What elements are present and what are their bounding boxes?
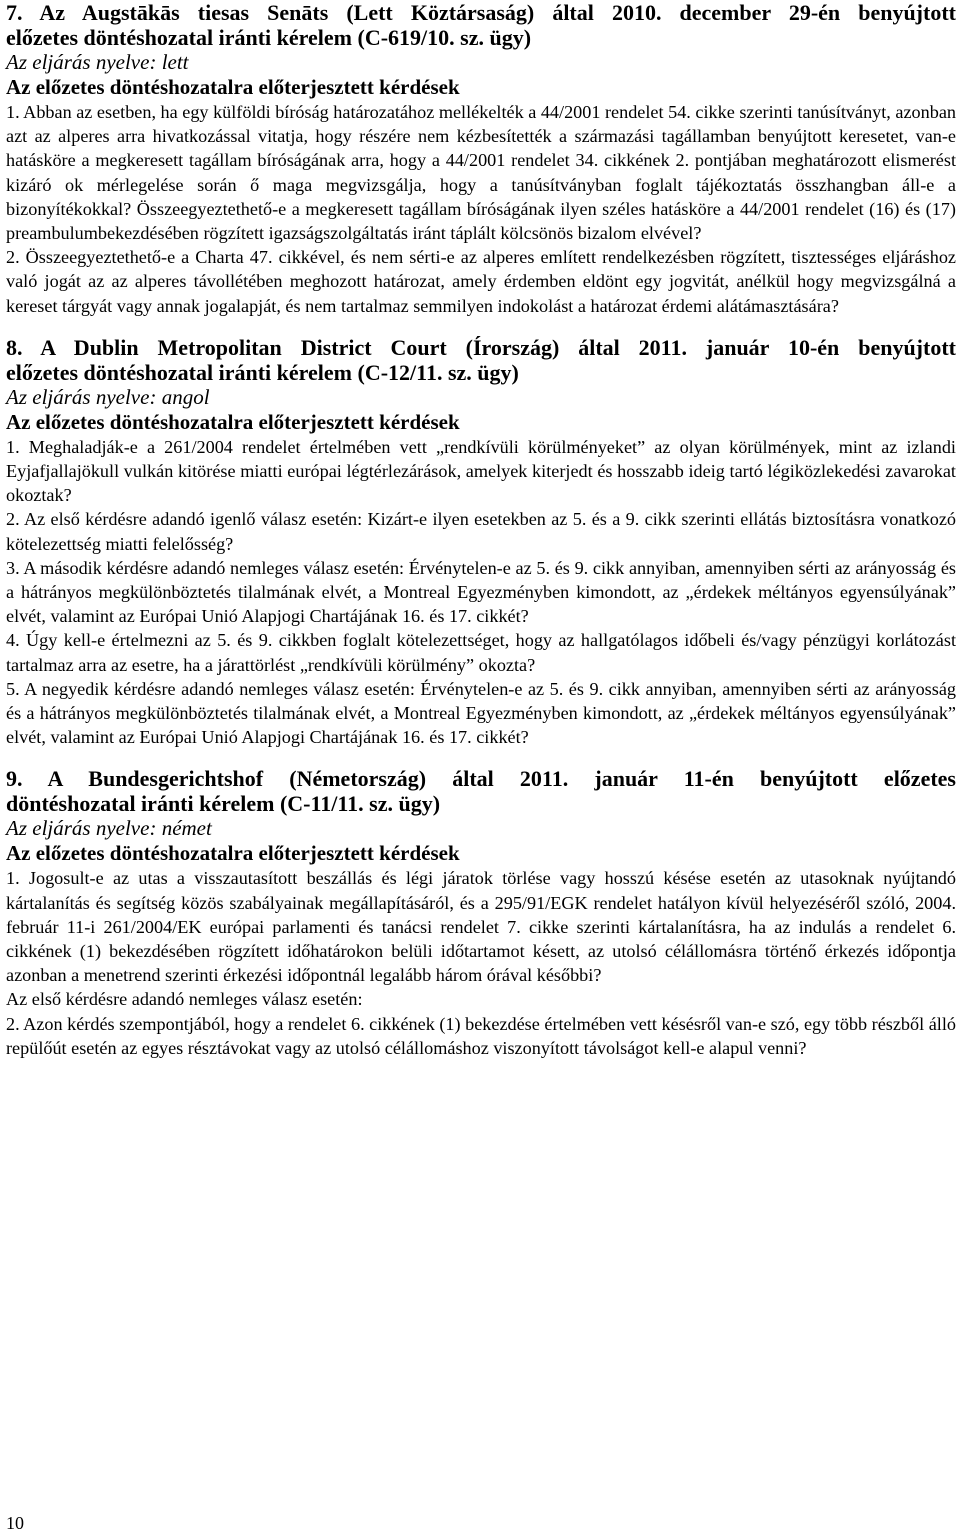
case-title-line: 7. Az Augstākās tiesas Senāts (Lett Köztársaság) által 2010. december 29-én benyújtott xyxy=(6,0,956,25)
case-8 xyxy=(6,335,956,750)
case-9 xyxy=(6,766,956,1060)
document-page xyxy=(6,0,956,1060)
question-paragraph: 1. Jogosult-e az utas a visszautasított beszállás és légi járatok törlése vagy hosszú késése esetén az utasoknak nyújtandó kártalanítás és segítség közös szabályainak megállapításáról, és a 295/91/EGK rendelet hatályon kívül helyezéséről szóló, 2004. február 11-i 261/2004/EK európai parlamenti és tanácsi rendelet 7. cikke szerinti kártalanításra, ha az indulás a rendelet 6. cikkének (1) bekezdésében rögzített időhatárokon belüli időtartamot késett, az utolsó célállomásra történő érkezés időpontja azonban a menetrend szerinti érkezési időpontnál legalább három órával későbbi? xyxy=(6,868,956,986)
procedure-language: Az eljárás nyelve: német xyxy=(6,816,212,841)
page-number: 10 xyxy=(6,1513,24,1533)
case-title xyxy=(6,0,956,50)
question-paragraph: Az első kérdésre adandó nemleges válasz esetén: xyxy=(6,989,363,1010)
procedure-language: Az eljárás nyelve: angol xyxy=(6,384,210,409)
questions-heading: Az előzetes döntéshozatalra előterjesztett kérdések xyxy=(6,841,460,866)
section-gap xyxy=(6,318,956,335)
case-title-line: előzetes döntéshozatal iránti kérelem (C-12/11. sz. ügy) xyxy=(6,359,519,385)
question-paragraph: 1. Abban az esetben, ha egy külföldi bíróság határozatához mellékelték a 44/2001 rendelet 54. cikke szerinti tanúsítványt, azonban azt az alperes arra hivatkozással vitatja, hogy részére nem kézbesítették a származási tagállamban benyújtott keresetet, van-e hatásköre a megkeresett tagállam bíróságának arra, hogy a 44/2001 rendelet 34. cikkének 2. pontjában meghatározott elismerést kizáró ok mérlegelése során ő maga megvizsgálja, hogy a tanúsítványban foglalt tájékoztatás összhangban áll-e a bizonyítékokkal? Összeegyeztethető-e a megkeresett tagállam bíróságának ilyen széles hatásköre a 44/2001 rendelet (16) és (17) preambulumbekezdésében rögzített igazságszolgáltatás iránt táplált kölcsönös bizalom elvével? xyxy=(6,102,956,244)
case-title-line: előzetes döntéshozatal iránti kérelem (C-619/10. sz. ügy) xyxy=(6,25,532,50)
questions-heading: Az előzetes döntéshozatalra előterjesztett kérdések xyxy=(6,75,460,99)
case-title-line: 8. A Dublin Metropolitan District Court (Írország) által 2011. január 10-én benyújtott xyxy=(6,334,956,360)
case-title xyxy=(6,335,956,385)
procedure-language: Az eljárás nyelve: lett xyxy=(6,50,189,74)
case-title-line: döntéshozatal iránti kérelem (C-11/11. sz. ügy) xyxy=(6,791,441,817)
questions-heading: Az előzetes döntéshozatalra előterjesztett kérdések xyxy=(6,409,460,434)
case-7 xyxy=(6,0,956,318)
question-paragraph: 2. Az első kérdésre adandó igenlő válasz esetén: Kizárt-e ilyen esetekben az 5. és a 9. cikk szerinti ellátás biztosításra vonatkozó kötelezettség miatti felelősség? xyxy=(6,509,956,554)
question-paragraph: 3. A második kérdésre adandó nemleges válasz esetén: Érvénytelen-e az 5. és 9. cikk annyiban, amennyiben sérti az arányosság és a hátrányos megkülönböztetés tilalmának elvét, a Montreal Egyezményben kimondott, az „érdekek méltányos egyensúlyának” elvét, valamint az Európai Unió Alapjogi Chartájának 16. és 17. cikkét? xyxy=(6,557,956,627)
question-paragraph: 5. A negyedik kérdésre adandó nemleges válasz esetén: Érvénytelen-e az 5. és 9. cikk annyiban, amennyiben sérti az arányosság és a hátrányos megkülönböztetés tilalmának elvét, a Montreal Egyezményben kimondott, az „érdekek méltányos egyensúlyának” elvét, valamint az Európai Unió Alapjogi Chartájának 16. és 17. cikkét? xyxy=(6,678,956,748)
question-paragraph: 2. Azon kérdés szempontjából, hogy a rendelet 6. cikkének (1) bekezdése értelmében vett késésről van-e szó, egy több részből álló repülőút esetén az egyes résztávokat vagy az utolsó célállomáshoz viszonyított távolságot kell-e alapul venni? xyxy=(6,1013,956,1058)
case-title xyxy=(6,766,956,816)
case-title-line: 9. A Bundesgerichtshof (Németország) által 2011. január 11-én benyújtott előzetes xyxy=(6,766,956,792)
section-gap xyxy=(6,749,956,766)
question-paragraph: 4. Úgy kell-e értelmezni az 5. és 9. cikkben foglalt kötelezettséget, hogy az hallgatólagos időbeli és/vagy pénzügyi korlátozást tartalmaz arra az esetre, ha a járattörlést „rendkívüli körülmény” okozta? xyxy=(6,630,956,675)
question-paragraph: 1. Meghaladják-e a 261/2004 rendelet értelmében vett „rendkívüli körülményeket” az olyan körülmények, mint az izlandi Eyjafjallajökull vulkán kitörése miatti európai légtérlezárások, amelyek kiterjedt és hosszabb ideig tartó légiközlekedési zavarokat okoztak? xyxy=(6,436,956,506)
question-paragraph: 2. Összeegyeztethető-e a Charta 47. cikkével, és nem sérti-e az alperes említett rendelkezésben rögzített, tisztességes eljáráshoz való jogát az az alperes távollétében meghozott határozat, amely érdemben eldönt egy jogvitát, anélkül hogy megvizsgálná a kereset tárgyát vagy annak jogalapját, és nem tartalmaz semmilyen indokolást a határozat érdemi alátámasztására? xyxy=(6,247,956,316)
